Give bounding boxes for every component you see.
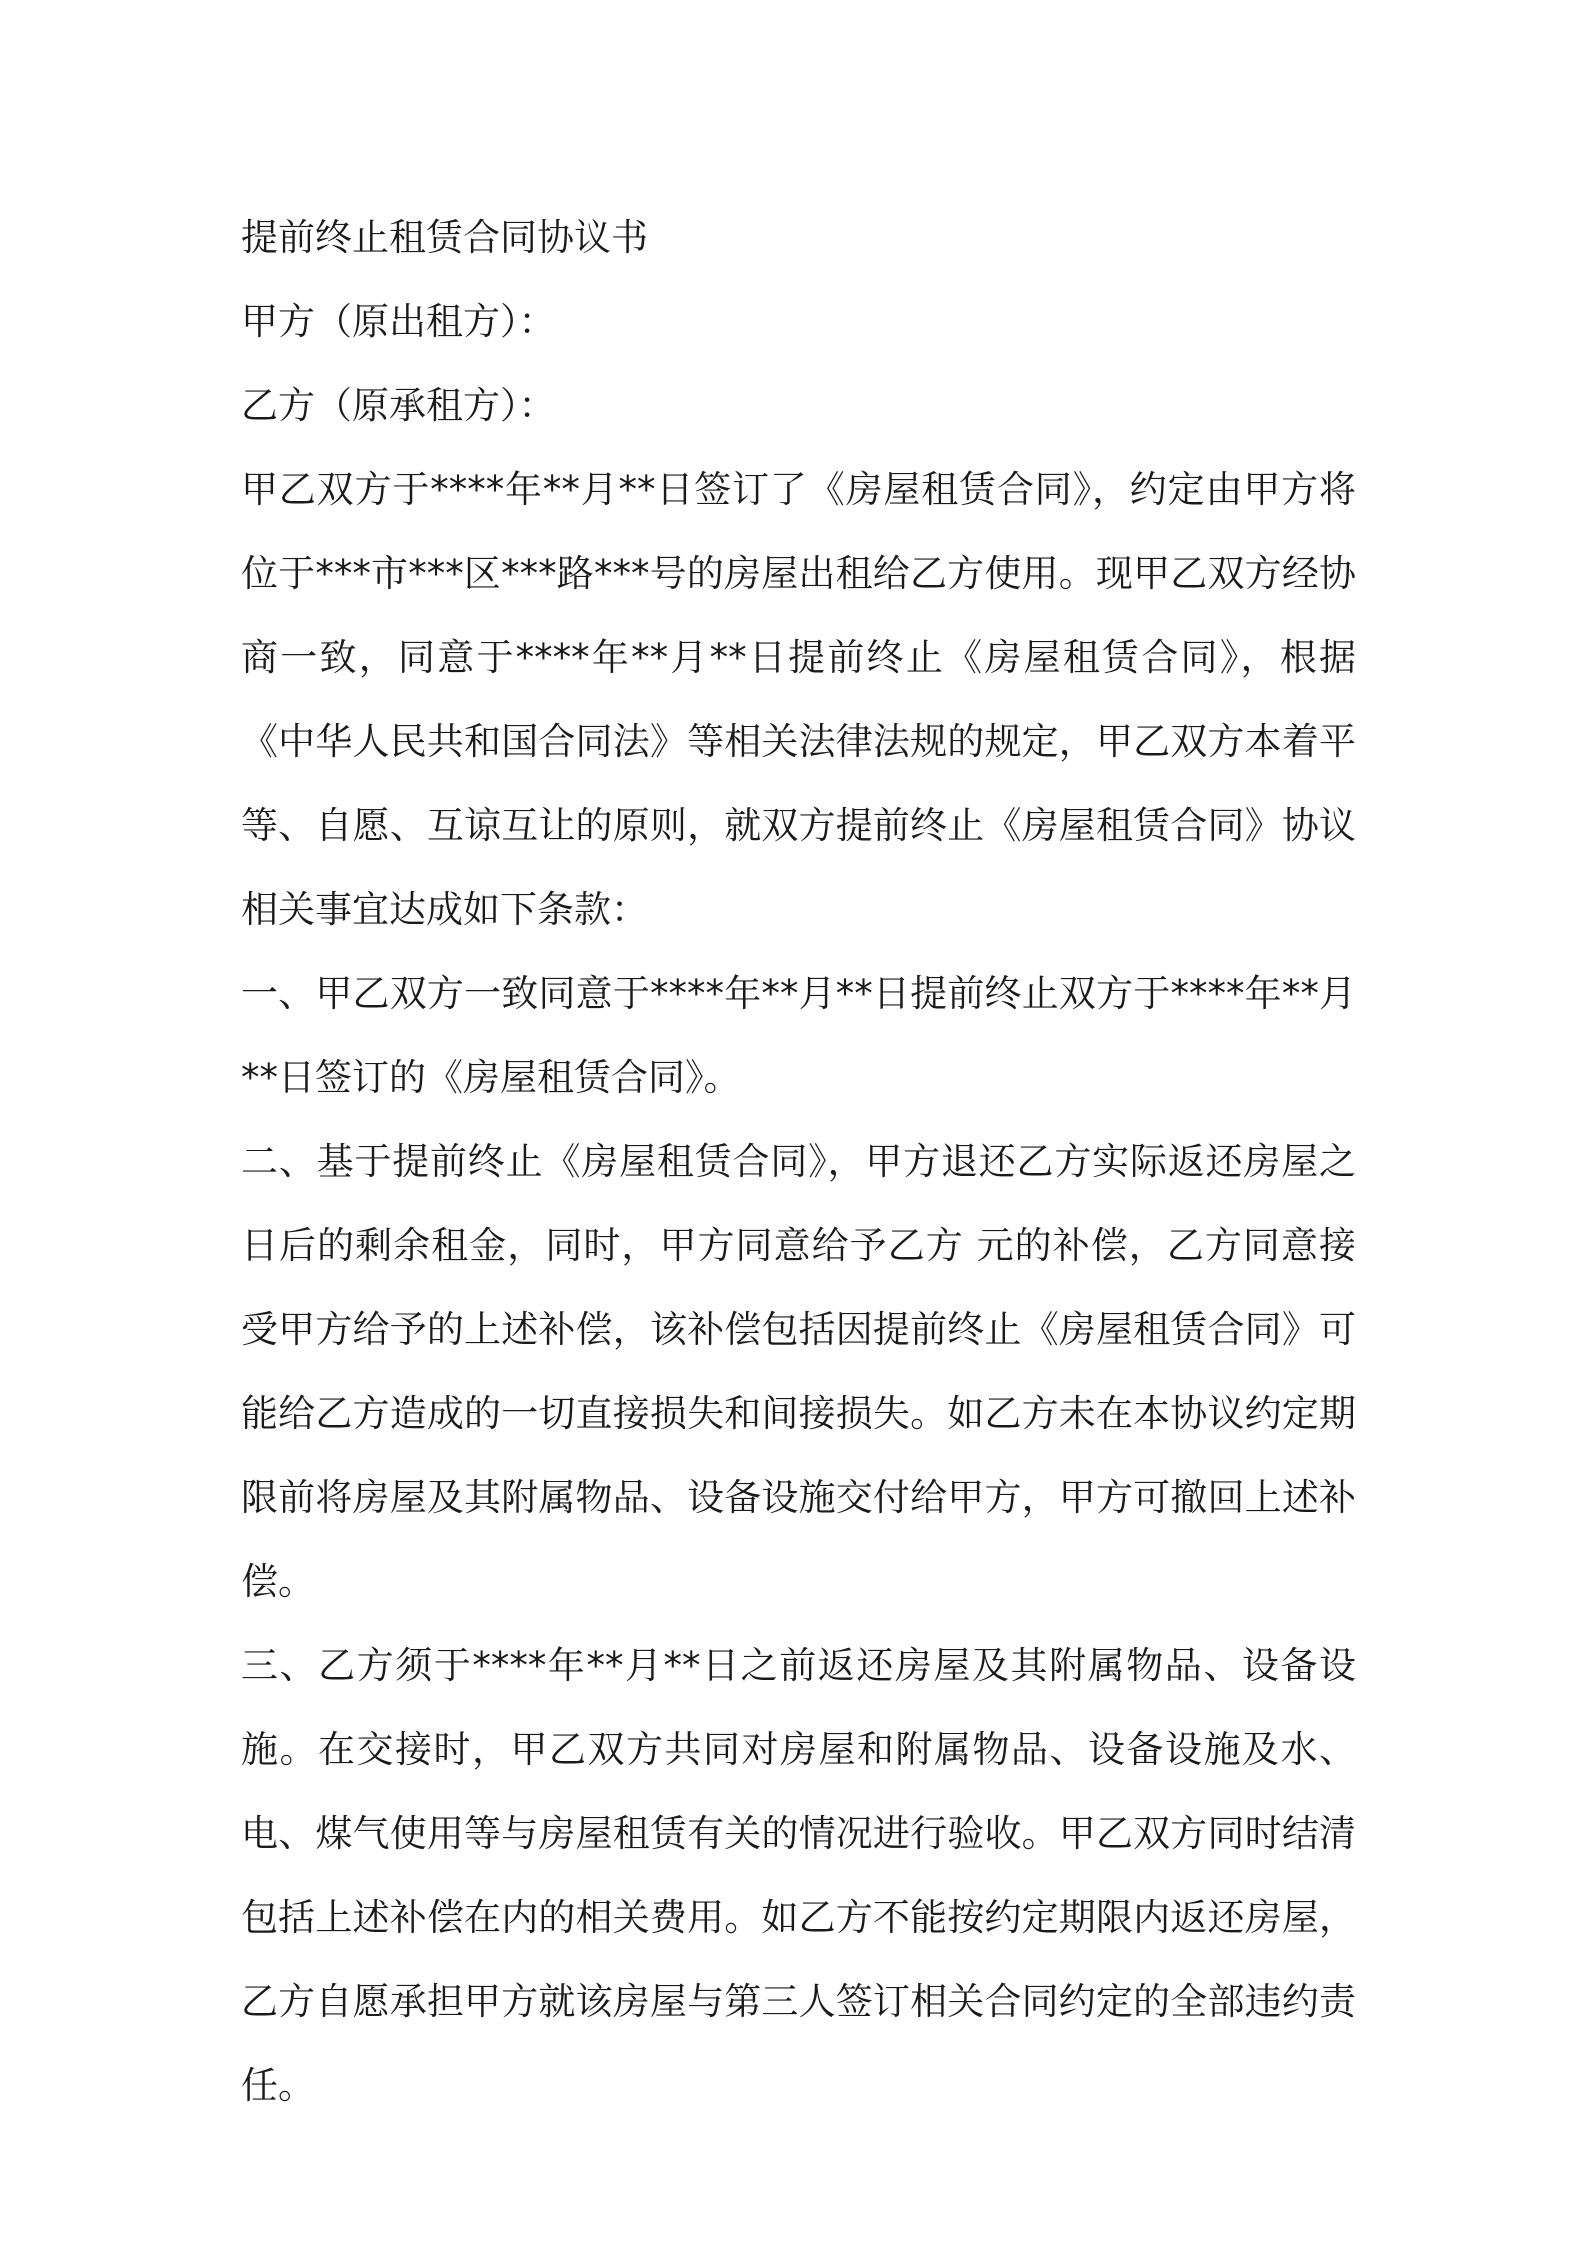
clause-1: 一、甲乙双方一致同意于****年**月**日提前终止双方于****年**月**日签订的《房屋租赁合同》。 [241, 972, 1356, 1099]
preamble-paragraph: 甲乙双方于****年**月**日签订了《房屋租赁合同》，约定由甲方将位于***市***区***路***号的房屋出租给乙方使用。现甲乙双方经协商一致，同意于****年**月**日提前终止《房屋租赁合同》，根据《中华人民共和国合同法》等相关法律法规的规定，甲乙双方本着平等、自愿、互谅互让的原则，就双方提前终止《房屋租赁合同》协议相关事宜达成如下条款： [241, 468, 1356, 931]
clause-3: 三、乙方须于****年**月**日之前返还房屋及其附属物品、设备设施。在交接时，甲乙双方共同对房屋和附属物品、设备设施及水、电、煤气使用等与房屋租赁有关的情况进行验收。甲乙双方同时结清包括上述补偿在内的相关费用。如乙方不能按约定期限内返还房屋，乙方自愿承担甲方就该房屋与第三人签订相关合同约定的全部违约责任。 [241, 1644, 1356, 2107]
party-b-line: 乙方（原承租方）： [241, 384, 556, 427]
document-body [241, 196, 1356, 2128]
clause-2: 二、基于提前终止《房屋租赁合同》，甲方退还乙方实际返还房屋之日后的剩余租金，同时，甲方同意给予乙方 元的补偿，乙方同意接受甲方给予的上述补偿，该补偿包括因提前终止《房屋租赁合同》可能给乙方造成的一切直接损失和间接损失。如乙方未在本协议约定期限前将房屋及其附属物品、设备设施交付给甲方，甲方可撤回上述补偿。 [241, 1140, 1356, 1603]
party-a-line: 甲方（原出租方）： [241, 300, 556, 343]
document-title: 提前终止租赁合同协议书 [241, 216, 648, 259]
